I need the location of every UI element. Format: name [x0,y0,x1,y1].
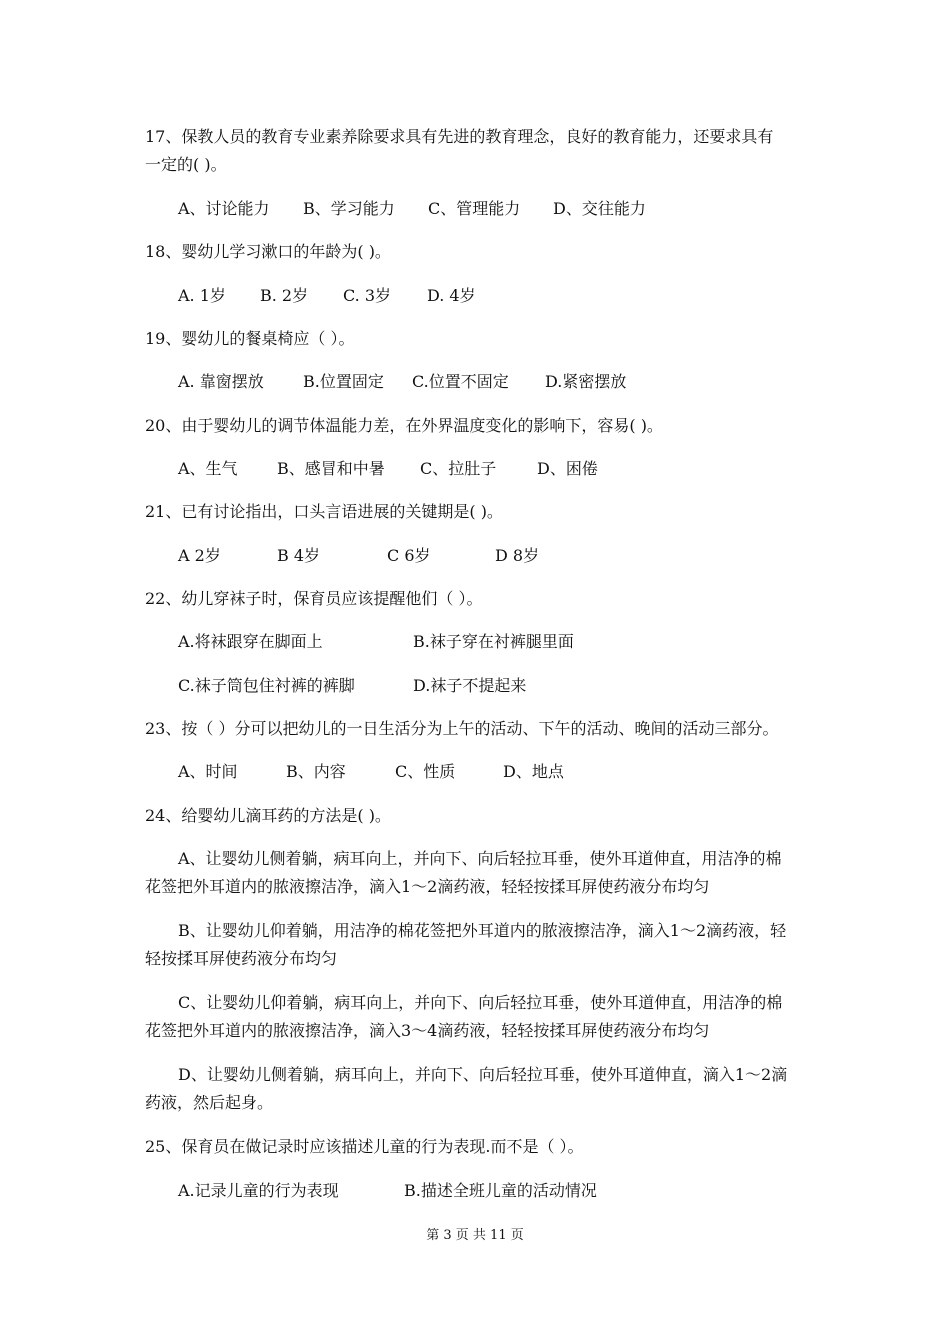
option-d: D.袜子不提起来 [413,676,527,695]
option-a: A、生气 [178,459,238,478]
question-25-stem: 25、保育员在做记录时应该描述儿童的行为表现.而不是（ ）。 [145,1137,584,1156]
question-19-stem: 19、婴幼儿的餐桌椅应（ ）。 [145,329,355,348]
question-18-stem: 18、婴幼儿学习漱口的年龄为( )。 [145,242,391,261]
option-a: A、讨论能力 [178,199,270,218]
option-d: D、交往能力 [553,199,646,218]
option-c: C 6岁 [387,546,431,565]
option-b: B、内容 [286,762,346,781]
option-a: A、时间 [178,762,238,781]
question-24-option-c-line-1: C、让婴幼儿仰着躺，病耳向上，并向下、向后轻拉耳垂，使外耳道伸直，用洁净的棉 [178,993,783,1012]
question-17-stem-line-2: 一定的( )。 [145,155,227,174]
question-24-option-a-line-2: 花签把外耳道内的脓液擦洁净，滴入1～2滴药液，轻轻按揉耳屏使药液分布均匀 [145,877,710,896]
option-b: B.袜子穿在衬裤腿里面 [413,632,574,651]
option-d: D. 4岁 [427,286,476,305]
option-d: D、地点 [503,762,564,781]
question-24-option-b-line-2: 轻按揉耳屏使药液分布均匀 [145,949,338,968]
question-24-option-d-line-2: 药液，然后起身。 [145,1093,274,1112]
question-24-option-c-line-2: 花签把外耳道内的脓液擦洁净，滴入3～4滴药液，轻轻按揉耳屏使药液分布均匀 [145,1021,710,1040]
option-b: B.描述全班儿童的活动情况 [404,1181,597,1200]
question-22-stem: 22、幼儿穿袜子时，保育员应该提醒他们（ ）。 [145,589,483,608]
option-a: A.记录儿童的行为表现 [178,1181,339,1200]
option-b: B、感冒和中暑 [277,459,385,478]
question-24-option-d-line-1: D、让婴幼儿侧着躺，病耳向上，并向下、向后轻拉耳垂，使外耳道伸直，滴入1～2滴 [178,1065,788,1084]
option-b: B 4岁 [277,546,321,565]
question-20-stem: 20、由于婴幼儿的调节体温能力差，在外界温度变化的影响下，容易( )。 [145,416,663,435]
option-b: B.位置固定 [303,372,384,391]
question-24-stem: 24、给婴幼儿滴耳药的方法是( )。 [145,806,391,825]
option-a: A 2岁 [178,546,221,565]
page-number-footer: 第 3 页 共 11 页 [426,1228,524,1243]
option-c: C、拉肚子 [420,459,497,478]
question-24-option-a-line-1: A、让婴幼儿侧着躺，病耳向上，并向下、向后轻拉耳垂，使外耳道伸直，用洁净的棉 [178,849,782,868]
option-b: B、学习能力 [303,199,395,218]
option-c: C.袜子筒包住衬裤的裤脚 [178,676,355,695]
option-b: B. 2岁 [260,286,309,305]
question-23-stem: 23、按（ ）分可以把幼儿的一日生活分为上午的活动、下午的活动、晚间的活动三部分。 [145,719,779,738]
option-c: C.位置不固定 [412,372,509,391]
question-17-stem-line-1: 17、保教人员的教育专业素养除要求具有先进的教育理念，良好的教育能力，还要求具有 [145,127,774,146]
question-21-stem: 21、已有讨论指出，口头言语进展的关键期是( )。 [145,502,503,521]
option-a: A. 1岁 [178,286,226,305]
option-c: C. 3岁 [343,286,392,305]
option-d: D 8岁 [495,546,540,565]
option-d: D、困倦 [537,459,598,478]
question-24-option-b-line-1: B、让婴幼儿仰着躺，用洁净的棉花签把外耳道内的脓液擦洁净，滴入1～2滴药液，轻 [178,921,787,940]
option-c: C、性质 [395,762,456,781]
option-c: C、管理能力 [428,199,521,218]
option-a: A.将袜跟穿在脚面上 [178,632,323,651]
option-d: D.紧密摆放 [545,372,627,391]
option-a: A. 靠窗摆放 [178,372,264,391]
